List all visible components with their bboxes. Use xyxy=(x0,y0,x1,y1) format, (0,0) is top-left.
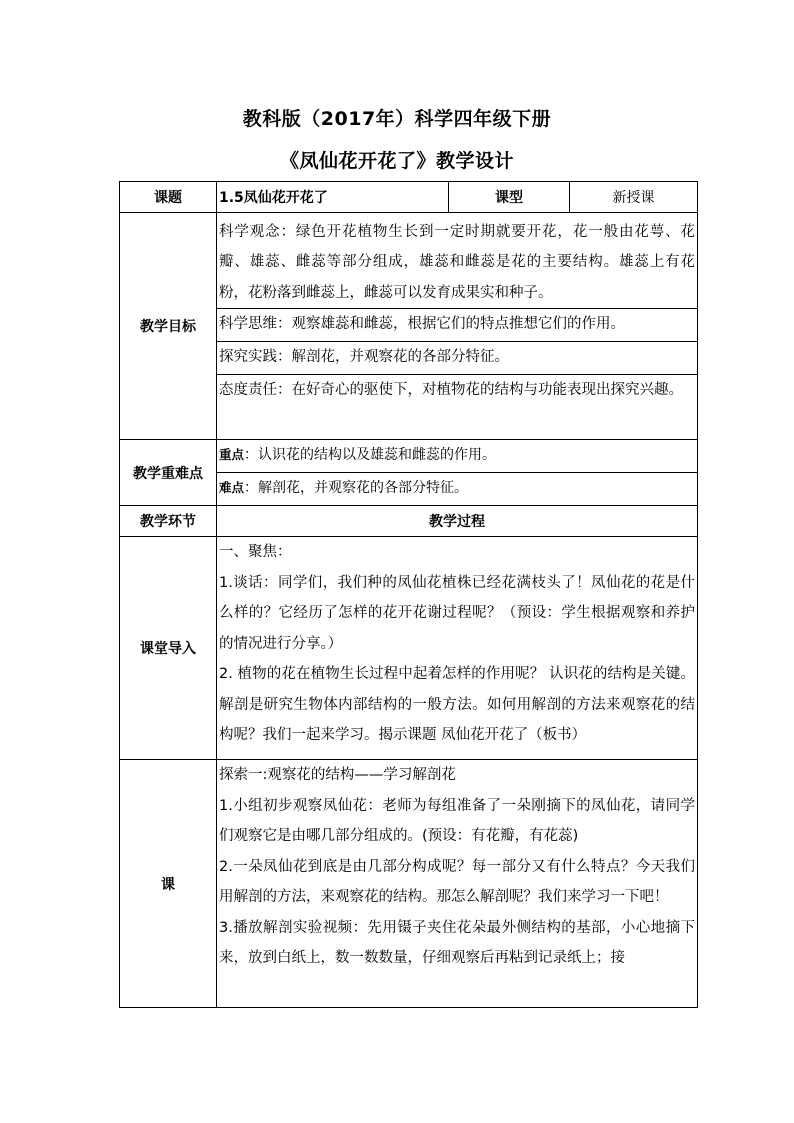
stage-label: 教学环节 xyxy=(120,506,217,537)
lesson-title: 《凤仙花开花了》教学设计 xyxy=(279,150,514,172)
lesson-line: 3.播放解剖实验视频：先用镊子夹住花朵最外侧结构的基部，小心地摘下来，放到白纸上，数一数数量，仔细观察后再粘到记录纸上；接 xyxy=(219,919,695,966)
objectives-label: 教学目标 xyxy=(120,213,217,440)
key-point-tag: 重点 xyxy=(219,447,245,462)
objective-concept: 科学观念：绿色开花植物生长到一定时期就要开花，花一般由花萼、花瓣、雄蕊、雌蕊等部分组成，雄蕊和雌蕊是花的主要结构。雄蕊上有花粉，花粉落到雌蕊上，雌蕊可以发育成果实和种子。 xyxy=(219,223,695,301)
lesson-line: 1.小组初步观察凤仙花：老师为每组准备了一朵刚摘下的凤仙花，请同学们观察它是由哪几部分组成的。(预设：有花瓣，有花蕊) xyxy=(219,797,695,844)
process-label: 教学过程 xyxy=(217,506,698,537)
difficult-point-text: ：解剖花，并观察花的各部分特征。 xyxy=(244,480,469,496)
process-header-row xyxy=(120,506,698,537)
objective-attitude: 态度责任：在好奇心的驱使下，对植物花的结构与功能表现出探究兴趣。 xyxy=(217,374,697,436)
objectives-row xyxy=(120,213,698,440)
key-point-text: ：认识花的结构以及雄蕊和雌蕊的作用。 xyxy=(244,447,497,463)
lesson-line: 2.一朵凤仙花到底是由几部分构成呢？每一部分又有什么特点？今天我们用解剖的方法，来观察花的结构。那怎么解剖呢？我们来学习一下吧！ xyxy=(219,858,695,905)
lesson-label: 课 xyxy=(120,760,217,1008)
topic-value: 1.5凤仙花开花了 xyxy=(217,182,449,213)
lesson-line: 探索一:观察花的结构——学习解剖花 xyxy=(219,767,456,783)
intro-label: 课堂导入 xyxy=(120,537,217,760)
intro-line: 1.谈话：同学们，我们种的凤仙花植株已经花满枝头了！凤仙花的花是什么样的？它经历了怎样的花开花谢过程呢？（预设：学生根据观察和养护的情况进行分享。） xyxy=(219,574,695,652)
key-point xyxy=(217,440,697,472)
document-title: 教科版（2017年）科学四年级下册 xyxy=(242,108,552,130)
intro-row xyxy=(120,537,698,760)
lesson-row xyxy=(120,760,698,1008)
type-value: 新授课 xyxy=(570,182,698,213)
key-points-row xyxy=(120,440,698,506)
intro-line: 2. 植物的花在植物生长过程中起着怎样的作用呢？ 认识花的结构是关键。解剖是研究生物体内部结构的一般方法。如何用解剖的方法来观察花的结构呢？我们一起来学习。揭示课题 凤仙花开花了（板书） xyxy=(219,666,695,743)
intro-content xyxy=(217,537,698,760)
difficult-point xyxy=(217,472,697,505)
topic-label: 课题 xyxy=(120,182,217,213)
objective-practice: 探究实践：解剖花，并观察花的各部分特征。 xyxy=(217,341,697,374)
key-points-label: 教学重难点 xyxy=(120,440,217,506)
intro-line: 一、聚焦： xyxy=(219,544,292,560)
lesson-plan-table xyxy=(119,181,698,1008)
objective-thinking: 科学思维：观察雄蕊和雌蕊，根据它们的特点推想它们的作用。 xyxy=(217,308,697,341)
lesson-content xyxy=(217,760,698,1008)
difficult-point-tag: 难点 xyxy=(219,480,245,495)
type-label: 课型 xyxy=(449,182,570,213)
topic-row xyxy=(120,182,698,213)
